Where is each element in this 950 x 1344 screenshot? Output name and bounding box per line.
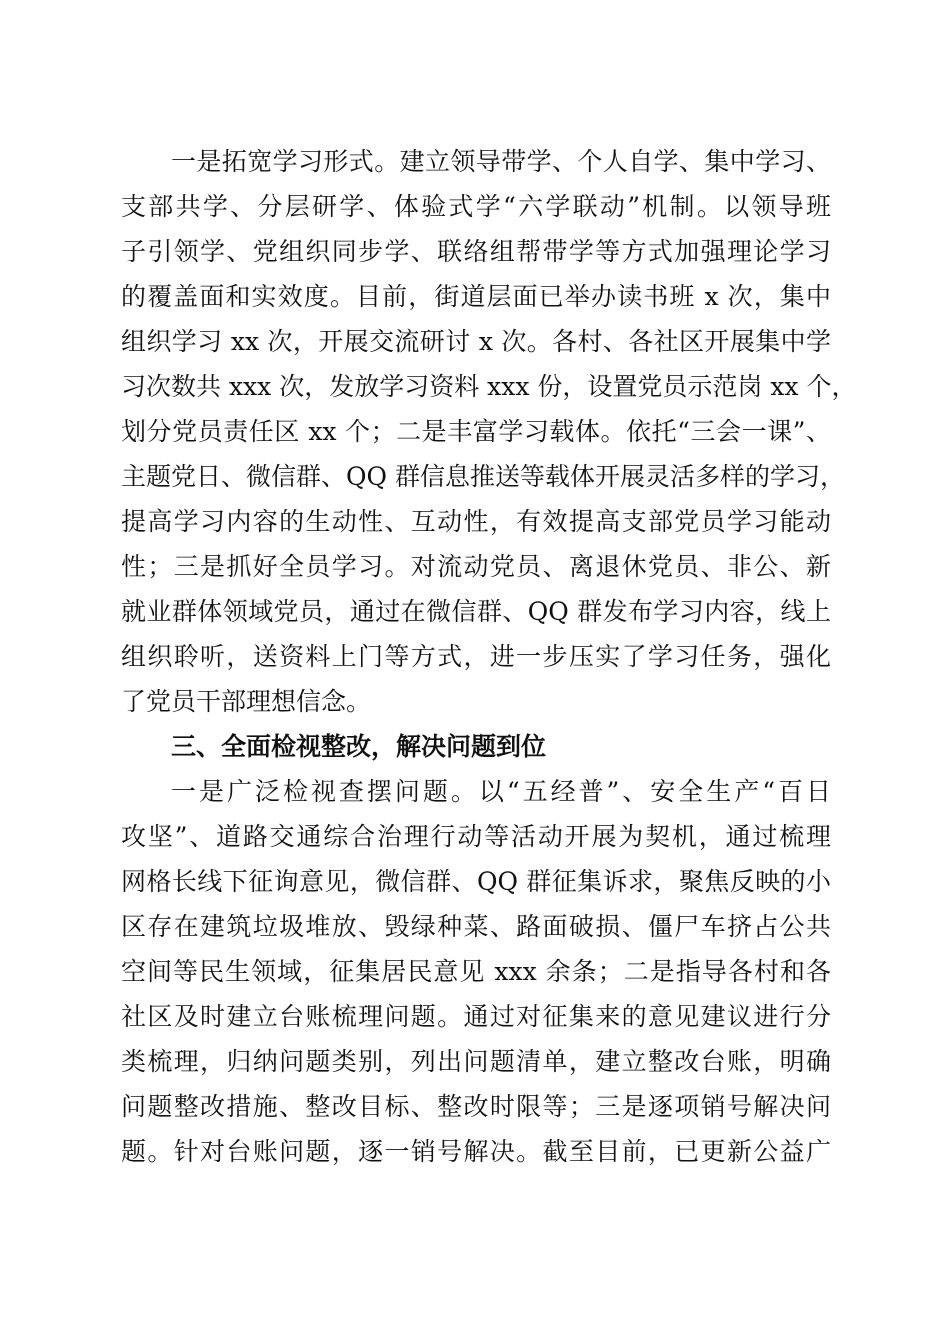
paragraph-2-line-8: 问题整改措施、整改目标、整改时限等；三是逐项销号解决问	[121, 1092, 831, 1121]
paragraph-1-line-13: 了党员干部理想信念。	[121, 687, 372, 716]
paragraph-1-line-4: 的覆盖面和实效度。目前，街道层面已举办读书班 x 次，集中	[121, 282, 831, 311]
paragraph-1-line-9: 提高学习内容的生动性、互动性，有效提高支部党员学习能动	[121, 507, 831, 536]
paragraph-1-line-1: 一是拓宽学习形式。建立领导带学、个人自学、集中学习、	[171, 147, 831, 176]
paragraph-1-line-6: 习次数共 xxx 次，发放学习资料 xxx 份，设置党员示范岗 xx 个，	[121, 372, 857, 401]
paragraph-1-line-2: 支部共学、分层研学、体验式学“六学联动”机制。以领导班	[121, 192, 831, 221]
paragraph-1-line-11: 就业群体领域党员，通过在微信群、QQ 群发布学习内容，线上	[121, 597, 831, 626]
paragraph-2-line-6: 社区及时建立台账梳理问题。通过对征集来的意见建议进行分	[121, 1002, 831, 1031]
paragraph-2-line-3: 网格长线下征询意见，微信群、QQ 群征集诉求，聚焦反映的小	[121, 867, 831, 896]
paragraph-2-line-7: 类梳理，归纳问题类别，列出问题清单，建立整改台账，明确	[121, 1047, 831, 1076]
paragraph-2-line-5: 空间等民生领域，征集居民意见 xxx 余条；二是指导各村和各	[121, 957, 831, 986]
paragraph-1-line-7: 划分党员责任区 xx 个；二是丰富学习载体。依托“三会一课”、	[121, 417, 831, 446]
paragraph-2-line-1: 一是广泛检视查摆问题。以“五经普”、安全生产“百日	[171, 777, 831, 806]
paragraph-2-line-4: 区存在建筑垃圾堆放、毁绿种菜、路面破损、僵尸车挤占公共	[121, 912, 831, 941]
paragraph-1-line-5: 组织学习 xx 次，开展交流研讨 x 次。各村、各社区开展集中学	[121, 327, 831, 356]
paragraph-1-line-8: 主题党日、微信群、QQ 群信息推送等载体开展灵活多样的学习，	[121, 462, 845, 491]
paragraph-2-line-2: 攻坚”、道路交通综合治理行动等活动开展为契机，通过梳理	[121, 822, 831, 851]
paragraph-1-line-10: 性；三是抓好全员学习。对流动党员、离退休党员、非公、新	[121, 552, 831, 581]
paragraph-1-line-12: 组织聆听，送资料上门等方式，进一步压实了学习任务，强化	[121, 642, 831, 671]
section-heading: 三、全面检视整改，解决问题到位	[171, 732, 547, 761]
paragraph-2-line-9: 题。针对台账问题，逐一销号解决。截至目前，已更新公益广	[121, 1137, 831, 1166]
paragraph-1-line-3: 子引领学、党组织同步学、联络组帮带学等方式加强理论学习	[121, 237, 831, 266]
